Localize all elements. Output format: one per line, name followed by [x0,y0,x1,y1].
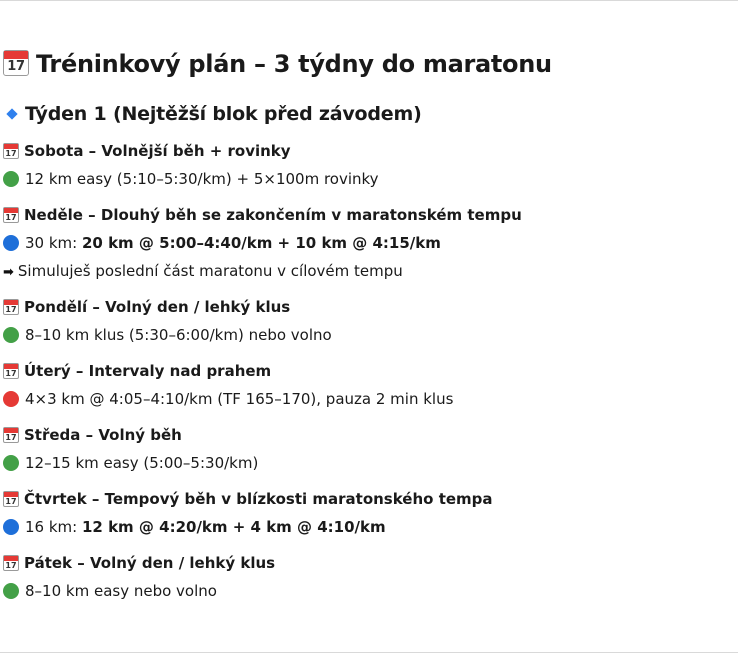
day-plan [3,516,386,538]
calendar-icon: 17 [3,143,19,159]
day-plan [3,580,217,602]
blue-circle-icon [3,235,19,251]
calendar-icon: 17 [3,363,19,379]
blue-circle-icon [3,519,19,535]
calendar-icon: 17 [3,555,19,571]
day-plan [3,452,258,474]
day-plan-bold: 12 km @ 4:20/km + 4 km @ 4:10/km [81,518,386,536]
day-header [3,360,271,382]
day-header [3,424,182,446]
blue-diamond-icon [6,108,17,119]
page-title-text: Tréninkový plán – 3 týdny do maratonu [36,50,552,78]
day-header [3,140,291,162]
day-plan-prefix: 30 km: [25,234,82,252]
calendar-icon: 17 [3,491,19,507]
day-header [3,488,493,510]
day-plan [3,388,453,410]
day-plan-text: 8–10 km easy nebo volno [25,582,217,600]
green-circle-icon [3,583,19,599]
day-plan-text: 4×3 km @ 4:05–4:10/km (TF 165–170), pauza 2 min klus [25,390,454,408]
day-header [3,552,275,574]
day-note [3,260,403,282]
day-header-text: Pátek – Volný den / lehký klus [24,554,276,572]
green-circle-icon [3,327,19,343]
week-heading-text: Týden 1 (Nejtěžší blok před závodem) [25,103,422,125]
bottom-divider [0,652,738,653]
day-header-text: Sobota – Volnější běh + rovinky [24,142,291,160]
day-plan-text: 12 km easy (5:10–5:30/km) + 5×100m rovinky [25,170,379,188]
day-note-text: Simuluješ poslední část maratonu v cílovém tempu [17,262,403,280]
day-header-text: Čtvrtek – Tempový běh v blízkosti maratonského tempa [24,490,493,508]
top-divider [0,0,738,1]
day-header-text: Středa – Volný běh [24,426,182,444]
day-plan-bold: 20 km @ 5:00–4:40/km + 10 km @ 4:15/km [81,234,441,252]
day-header-text: Úterý – Intervaly nad prahem [24,362,272,380]
calendar-icon: 17 [3,50,29,76]
calendar-icon: 17 [3,207,19,223]
day-plan-text: 12–15 km easy (5:00–5:30/km) [25,454,259,472]
day-header-text: Pondělí – Volný den / lehký klus [24,298,291,316]
week-heading [3,103,422,125]
red-circle-icon [3,391,19,407]
day-header [3,204,522,226]
page-title [3,50,552,78]
day-plan [3,168,379,190]
day-header [3,296,290,318]
green-circle-icon [3,455,19,471]
green-circle-icon [3,171,19,187]
day-plan [3,324,332,346]
day-header-text: Neděle – Dlouhý běh se zakončením v maratonském tempu [24,206,522,224]
day-plan-text: 8–10 km klus (5:30–6:00/km) nebo volno [25,326,332,344]
day-plan-prefix: 16 km: [25,518,82,536]
day-plan [3,232,441,254]
calendar-icon: 17 [3,299,19,315]
right-arrow-icon: ➡ [3,265,14,280]
calendar-icon: 17 [3,427,19,443]
